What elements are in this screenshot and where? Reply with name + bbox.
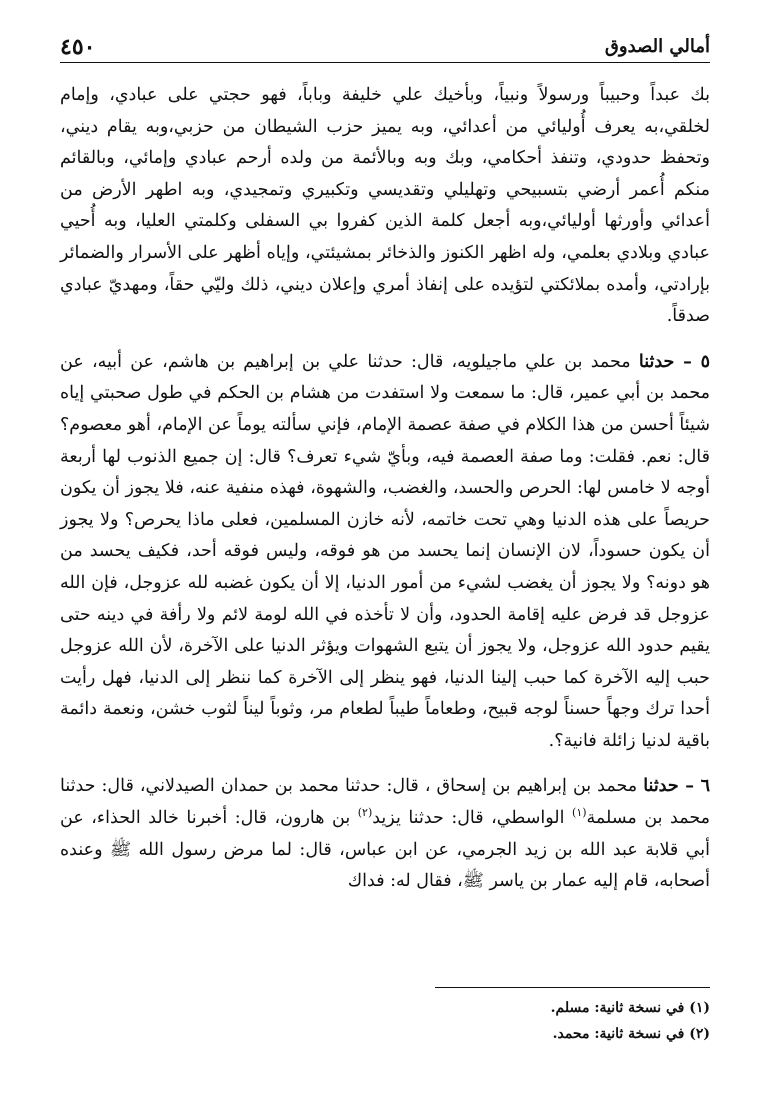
paragraph-text: محمد بن علي ماجيلويه، قال: حدثنا علي بن إبراهيم بن هاشم، عن أبيه، عن محمد بن أبي عمير، قال: ما سمعت ولا استفدت من هشام بن الحكم في طول صحبتي إياه شيئاً أحسن من هذا الكلام في صفة عصمة الإمام، فإني سألته يوماً عن الإمام، أهو معصوم؟ قال: نعم. فقلت: وما صفة العصمة فيه، وبأيّ شيء تعرف؟ قال: إن جميع الذنوب لها أربعة أوجه لا خامس لها: الحرص والحسد، والغضب، والشهوة، فهذه منفية عنه، فلا يجوز أن يكون حريصاً على هذه الدنيا وهي تحت خاتمه، لأنه خازن المسلمين، فعلى ماذا يحرص؟ ولا يجوز أن يكون حسوداً، لان الإنسان إنما يحسد من هو فوقه، وليس فوقه أحد، فكيف يحسد من هو دونه؟ ولا يجوز أن يغضب لشيء من أمور الدنيا، إلا أن يكون غضبه لله عزوجل، فإن الله عزوجل قد فرض عليه إقامة الحدود، وأن لا تأخذه في الله لومة لائم ولا رأفة في دينه حتى يقيم حدود الله عزوجل، ولا يجوز أن يتبع الشهوات ويؤثر الدنيا على الآخرة، لأن الله عزوجل حبب إليه الآخرة كما حبب إلينا الدنيا، فهو ينظر إلى الآخرة كما ننظر إلى الدنيا، فهل رأيت أحدا ترك وجهاً حسناً لوجه قبيح، وطعاماً طيباً لطعام مر، وثوباً ليناً لثوب خشن، ونعمة دائمة باقية لدنيا زائلة فانية؟. — [60, 351, 710, 751]
hadith-lead: ٥ – حدثنا — [638, 351, 710, 372]
hadith-6 — [60, 771, 710, 897]
footnote-divider — [435, 987, 710, 988]
book-title: أمالي الصدوق — [604, 36, 710, 57]
footnote-ref-1[interactable]: (١) — [572, 806, 587, 820]
paragraph-text: بك عبداً وحبيباً ورسولاً ونبياً، وبأخيك علي خليفة وباباً، فهو حجتي على عبادي، وإمام لخلقي،به يعرف أُوليائي من أعدائي، وبه يميز حزب الشيطان من حزبي،وبه يقام ديني، وتحفظ حدودي، وتنفذ أحكامي، وبك وبه وبالأئمة من ولده أرحم عبادي وإمائي، وبالقائم منكم أُعمر أرضي بتسبيحي وتهليلي وتقديسي وتكبيري وتمجيدي، وبه اطهر الأرض من أعدائي وأورثها أوليائي،وبه أجعل كلمة الذين كفروا بي السفلى وكلمتي العليا، وبه أُحيي عبادي وبلادي بعلمي، وله اظهر الكنوز والذخائر بمشيئتي، وإياه أظهر على الأسرار والضمائر بإرادتي، وأمده بملائكتي لتؤيده على إنفاذ أمري وإعلان ديني، ذلك وليّي حقاً، ومهديّ عبادي صدقاً. — [60, 85, 710, 327]
paragraph-text: الواسطي، قال: حدثنا يزيد — [372, 808, 573, 829]
paragraph-text: محمد بن إبراهيم بن إسحاق ، قال: حدثنا محمد بن حمدان الصيدلاني، قال: حدثنا محمد بن مسلمة — [60, 776, 710, 829]
page-number: ٤٥٠ — [60, 34, 96, 60]
footnote-1: (١) في نسخة ثانية: مسلم. — [550, 1000, 710, 1016]
paragraph-text: بن هارون، قال: أخبرنا خالد الحذاء، عن أبي قلابة عبد الله بن زيد الجرمي، عن ابن عباس، قال: لما مرض رسول الله ﷺ وعنده أصحابه، قام إليه عمار بن ياسر ﷺ، فقال له: فداك — [60, 808, 710, 892]
footnote-2: (٢) في نسخة ثانية: محمد. — [552, 1026, 710, 1042]
page-body — [60, 80, 710, 898]
paragraph-continuation — [60, 80, 710, 333]
hadith-5 — [60, 347, 710, 758]
page-header — [60, 30, 710, 63]
footnote-ref-2[interactable]: (٢) — [357, 806, 373, 820]
footnotes — [60, 995, 710, 1047]
hadith-lead: ٦ – حدثنا — [643, 776, 710, 797]
